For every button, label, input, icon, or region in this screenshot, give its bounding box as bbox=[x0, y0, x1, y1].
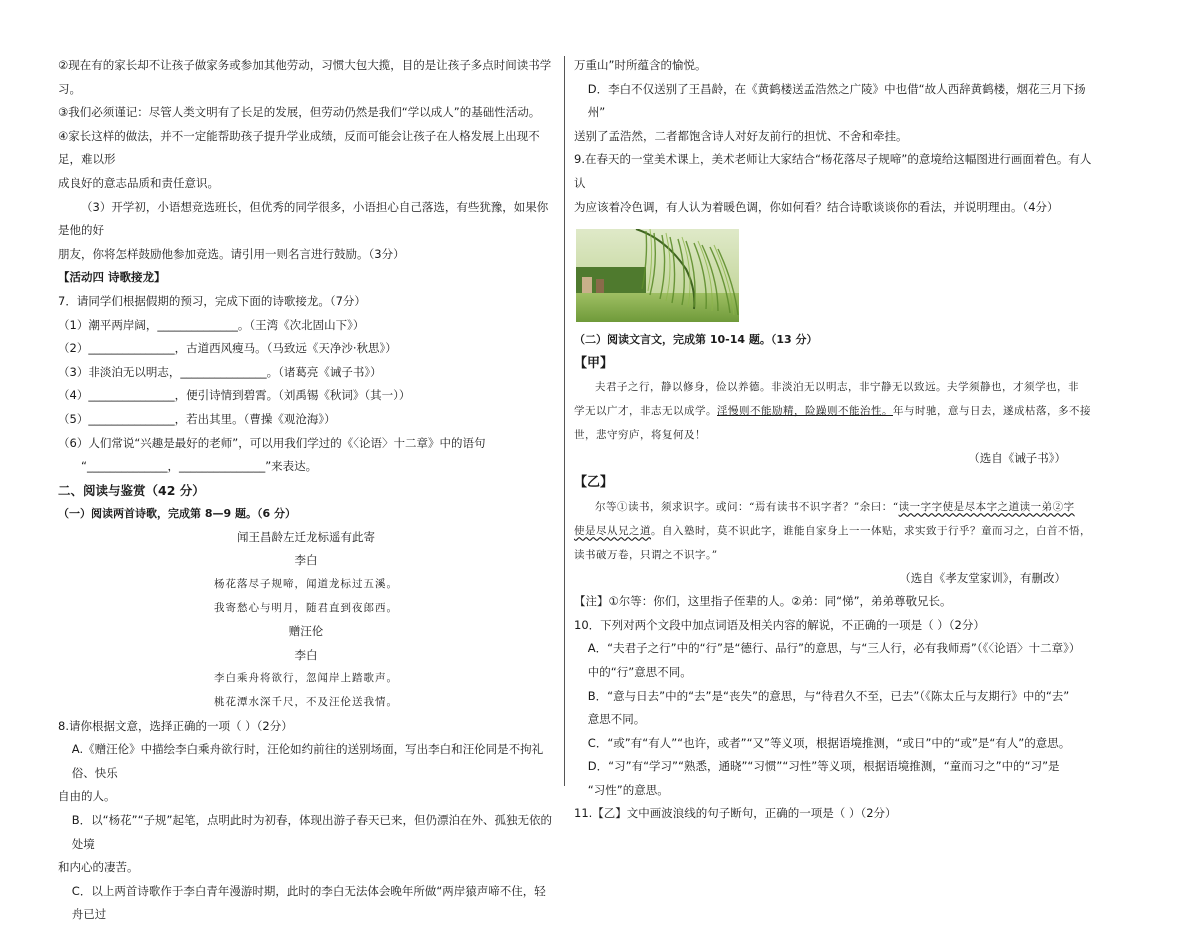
right-column bbox=[574, 54, 1094, 826]
q10-option-a1: A．“夫君子之行”中的“行”是“德行、品行”的意思，与“三人行，必有我师焉”（《〈论语〉十二章》） bbox=[587, 641, 1081, 656]
passage-yi-line-3: 读书破万卷，只谓之不识字。” bbox=[574, 548, 718, 561]
jia-text-a: 学无以广才，非志无以成学。 bbox=[574, 405, 717, 418]
poem-1-title: 闻王昌龄左迁龙标遥有此寄 bbox=[237, 529, 375, 544]
question-3a: （3）开学初，小语想竞选班长，但优秀的同学很多，小语担心自己落选，有些犹豫，如果你是他的好 bbox=[58, 199, 549, 238]
poem-2-line-1: 李白乘舟将欲行，忽闻岸上踏歌声。 bbox=[214, 672, 398, 685]
passage-yi-line-1 bbox=[574, 495, 1094, 519]
jia-text-b: 年与时驰，意与日去，遂成枯落，多不接 bbox=[893, 405, 1091, 418]
question-7: 7．请同学们根据假期的预习，完成下面的诗歌接龙。（7分） bbox=[58, 293, 366, 308]
passage-jia-source: （选自《诫子书》） bbox=[968, 451, 1066, 466]
passage-jia-label: 【甲】 bbox=[574, 355, 614, 371]
q10-option-a2: 中的“行”意思不同。 bbox=[587, 664, 692, 679]
para-3: ③我们必须谨记：尽管人类文明有了长足的发展，但劳动仍然是我们“学以成人”的基础性活动。 bbox=[58, 105, 541, 120]
passage-yi-line-2 bbox=[574, 519, 1094, 543]
yi-wavy-sentence-b: 使是尽从兄之道 bbox=[574, 524, 651, 537]
q7-item-5: （5）_______________，若出其里。（曹操《观沧海》） bbox=[58, 411, 336, 426]
passage-jia-line-2 bbox=[574, 399, 1094, 423]
q10-option-c: C．“或”有“有人”“也许，或者”“又”等义项，根据语境推测，“或日”中的“或”是“有人”的意思。 bbox=[587, 735, 1071, 750]
para-4a: ④家长这样的做法，并不一定能帮助孩子提升学业成绩，反而可能会让孩子在人格发展上出现不足，难以形 bbox=[58, 128, 540, 167]
poem-2-line-2: 桃花潭水深千尺，不及汪伦送我情。 bbox=[214, 696, 398, 709]
poem-2-title: 赠汪伦 bbox=[288, 624, 324, 639]
yi-text-a: 尔等①读书，须求识字。或问：“焉有读书不识字者？”余曰：“ bbox=[595, 500, 899, 513]
passage-yi-source: （选自《孝友堂家训》，有删改） bbox=[899, 570, 1066, 585]
q8-option-b1: B．以“杨花”“子规”起笔，点明此时为初春，体现出游子春天已来，但仍漂泊在外、孤独无依的处境 bbox=[71, 813, 553, 851]
q10-option-d2: “习性”的意思。 bbox=[587, 782, 669, 797]
column-divider bbox=[564, 56, 565, 786]
q7-item-4: （4）_______________，便引诗情到碧霄。（刘禹锡《秋词》（其一）） bbox=[58, 388, 411, 403]
yi-text-b: 。自入塾时，莫不识此字，谁能自家身上一一体贴，求实致于行乎？童而习之，白首不悟， bbox=[651, 524, 1091, 537]
passage-yi-label: 【乙】 bbox=[574, 474, 614, 490]
para-2: ②现在有的家长却不让孩子做家务或参加其他劳动，习惯大包大揽，目的是让孩子多点时间读书学习。 bbox=[58, 58, 552, 96]
q8-option-a1: A.《赠汪伦》中描绘李白乘舟欲行时，汪伦如约前往的送别场面，写出李白和汪伦同是不拘礼俗、快乐 bbox=[71, 742, 544, 780]
q7-item-2: （2）_______________，古道西风瘦马。（马致远《天净沙·秋思》） bbox=[58, 341, 397, 356]
poem-1-line-1: 杨花落尽子规啼，闻道龙标过五溪。 bbox=[214, 578, 398, 591]
question-3b: 朋友，你将怎样鼓励他参加竞选。请引用一则名言进行鼓励。（3分） bbox=[58, 246, 405, 261]
question-8: 8.请你根据文意，选择正确的一项（ ）（2分） bbox=[58, 718, 293, 733]
q10-option-b2: 意思不同。 bbox=[587, 712, 646, 727]
q8-option-c1: C．以上两首诗歌作于李白青年漫游时期，此时的李白无法体会晚年所做“两岸猿声啼不住，轻舟已过 bbox=[71, 883, 546, 922]
annotation-note: 【注】①尔等：你们，这里指子侄辈的人。②弟：同“悌”，弟弟尊敬兄长。 bbox=[574, 594, 952, 609]
left-column bbox=[58, 54, 554, 927]
question-9a: 9.在春天的一堂美术课上，美术老师让大家结合“杨花落尽子规啼”的意境给这幅图进行画面着色。有人认 bbox=[574, 152, 1092, 190]
question-10: 10．下列对两个文段中加点词语及相关内容的解说，不正确的一项是（ ）（2分） bbox=[574, 617, 985, 632]
poem-1-author: 李白 bbox=[294, 553, 318, 568]
question-11: 11.【乙】文中画波浪线的句子断句，正确的一项是（ ）（2分） bbox=[574, 806, 897, 821]
q8-option-a2: 自由的人。 bbox=[58, 789, 116, 804]
q10-option-d1: D．“习”有“学习”“熟悉，通晓”“习惯”“习性”等义项，根据语境推测，“童而习之”中的“习”是 bbox=[587, 759, 1060, 774]
passage-jia-line-3: 世，悲守穷庐，将复何及！ bbox=[574, 429, 706, 442]
question-9b: 为应该着冷色调，有人认为着暖色调，你如何看？结合诗歌谈谈你的看法，并说明理由。（4分） bbox=[574, 199, 1059, 214]
q8-option-d1: D．李白不仅送别了王昌龄，在《黄鹤楼送孟浩然之广陵》中也借“故人西辞黄鹤楼，烟花三月下扬州” bbox=[587, 81, 1086, 120]
passage-jia-line-1: 夫君子之行，静以修身，俭以养德。非淡泊无以明志，非宁静无以致远。夫学须静也，才须学也，非 bbox=[595, 381, 1079, 394]
q8-option-b2: 和内心的凄苦。 bbox=[58, 860, 139, 875]
q8-option-d2: 送别了孟浩然，二者都饱含诗人对好友前行的担忧、不舍和牵挂。 bbox=[574, 128, 908, 143]
activity-4-heading: 【活动四 诗歌接龙】 bbox=[58, 270, 166, 285]
q7-item-3: （3）非淡泊无以明志，_______________。（诸葛亮《诫子书》） bbox=[58, 364, 382, 379]
para-4b: 成良好的意志品质和责任意识。 bbox=[58, 175, 219, 190]
subsection-2-heading: （二）阅读文言文，完成第 10-14 题。（13 分） bbox=[574, 333, 818, 347]
subsection-1-heading: （一）阅读两首诗歌，完成第 8—9 题。（6 分） bbox=[58, 507, 296, 521]
poem-2-author: 李白 bbox=[294, 647, 318, 662]
q7-item-6a: （6）人们常说“兴趣是最好的老师”，可以用我们学过的《〈论语〉十二章》中的语句 bbox=[58, 435, 486, 450]
jia-underlined-sentence: 淫慢则不能励精，险躁则不能治性。 bbox=[717, 405, 893, 418]
poem-1-line-2: 我寄愁心与明月，随君直到夜郎西。 bbox=[214, 601, 398, 614]
q7-item-6b: “______________，_______________”来表达。 bbox=[81, 459, 318, 474]
q7-item-1: （1）潮平两岸阔，______________。（王湾《次北固山下》） bbox=[58, 317, 365, 332]
yi-wavy-sentence-a: 读一字字使是尽本字之道读一弟②字 bbox=[898, 500, 1075, 513]
section-2-heading: 二、阅读与鉴赏（42 分） bbox=[58, 482, 205, 498]
q8-option-c2: 万重山”时所蕴含的愉悦。 bbox=[574, 58, 707, 72]
q10-option-b1: B．“意与日去”中的“去”是“丧失”的意思，与“待君久不至，已去”（《陈太丘与友期行》中的“去” bbox=[587, 688, 1070, 703]
willow-lake-photo bbox=[576, 229, 739, 322]
